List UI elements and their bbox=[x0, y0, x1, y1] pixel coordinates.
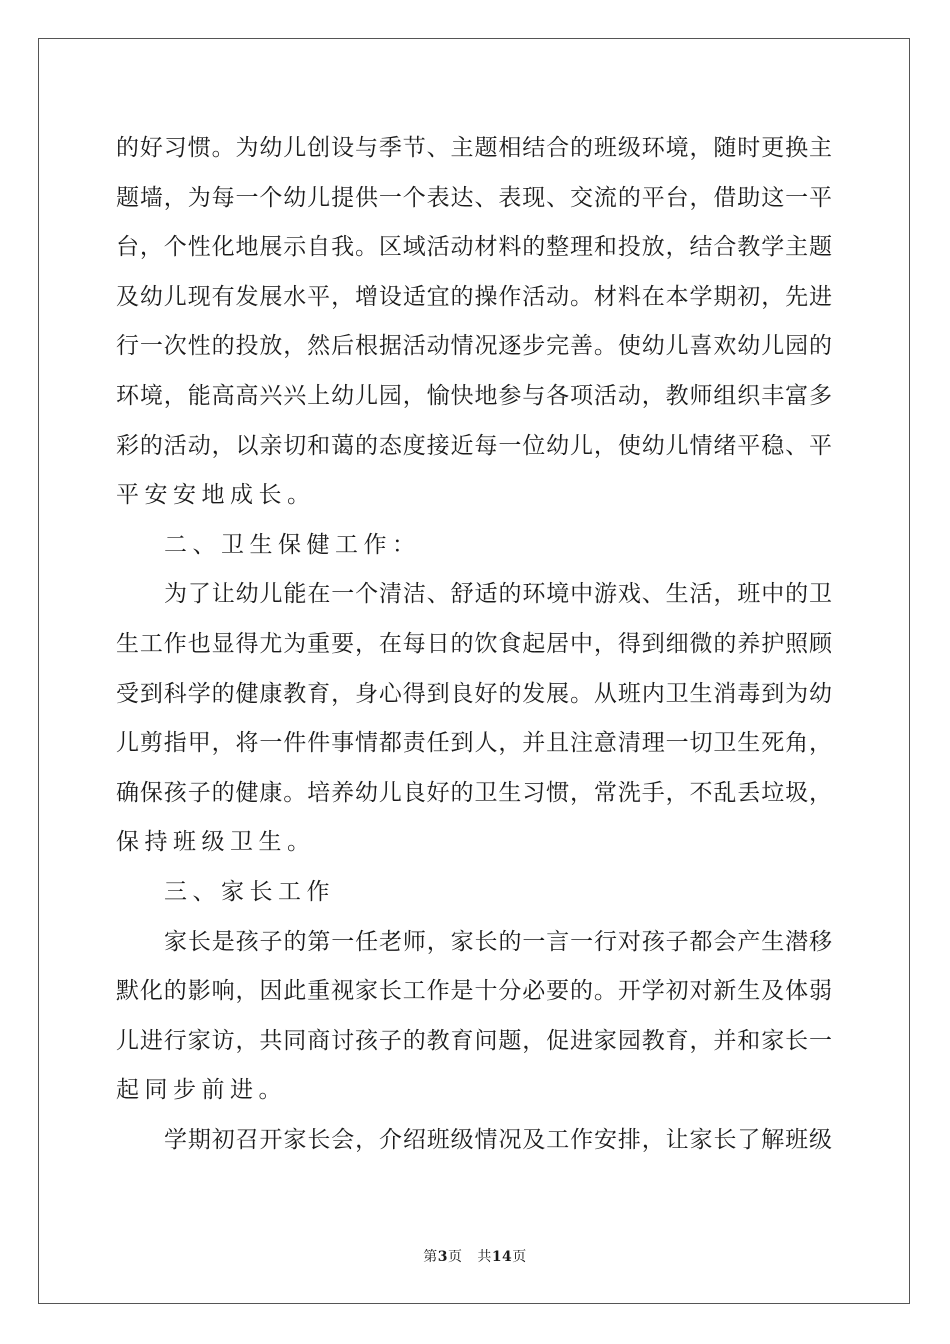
page-total: 14 bbox=[491, 1249, 513, 1265]
text-line: 彩的活动，以亲切和蔼的态度接近每一位幼儿，使幼儿情绪平稳、平 bbox=[116, 432, 832, 459]
text-line: 家长是孩子的第一任老师，家长的一言一行对孩子都会产生潜移 bbox=[164, 928, 832, 955]
text-line: 题墙，为每一个幼儿提供一个表达、表现、交流的平台，借助这一平 bbox=[116, 184, 832, 211]
page-prefix: 第 bbox=[423, 1249, 438, 1265]
text-line: 确保孩子的健康。培养幼儿良好的卫生习惯，常洗手，不乱丢垃圾， bbox=[116, 779, 832, 806]
text-line: 及幼儿现有发展水平，增设适宜的操作活动。材料在本学期初，先进 bbox=[116, 283, 832, 310]
text-line: 生工作也显得尤为重要，在每日的饮食起居中，得到细微的养护照顾 bbox=[116, 630, 832, 657]
text-line: 儿进行家访，共同商讨孩子的教育问题，促进家园教育，并和家长一 bbox=[116, 1027, 832, 1054]
document-body bbox=[116, 124, 832, 1165]
text-line: 平安安地成长。 bbox=[116, 482, 316, 509]
text-line: 学期初召开家长会，介绍班级情况及工作安排，让家长了解班级 bbox=[164, 1126, 832, 1153]
text-line: 行一次性的投放，然后根据活动情况逐步完善。使幼儿喜欢幼儿园的 bbox=[116, 333, 832, 360]
text-line: 为了让幼儿能在一个清洁、舒适的环境中游戏、生活，班中的卫 bbox=[164, 581, 832, 608]
page-current: 3 bbox=[437, 1249, 448, 1265]
page-footer bbox=[0, 1246, 950, 1266]
total-unit: 页 bbox=[512, 1249, 527, 1265]
text-line: 儿剪指甲，将一件件事情都责任到人，并且注意清理一切卫生死角， bbox=[116, 730, 832, 757]
text-line: 起同步前进。 bbox=[116, 1077, 287, 1104]
page-unit: 页 bbox=[447, 1249, 463, 1265]
text-line: 的好习惯。为幼儿创设与季节、主题相结合的班级环境，随时更换主 bbox=[116, 135, 832, 161]
text-line: 环境，能高高兴兴上幼儿园，愉快地参与各项活动，教师组织丰富多 bbox=[116, 382, 832, 409]
section-heading-hygiene: 二、卫生保健工作： bbox=[164, 531, 421, 558]
text-line: 保持班级卫生。 bbox=[116, 829, 316, 856]
text-line: 台，个性化地展示自我。区域活动材料的整理和投放，结合教学主题 bbox=[116, 234, 832, 261]
total-prefix: 共 bbox=[477, 1249, 492, 1265]
section-heading-parents: 三、家长工作 bbox=[164, 878, 335, 905]
text-line: 受到科学的健康教育，身心得到良好的发展。从班内卫生消毒到为幼 bbox=[116, 680, 832, 707]
text-line: 默化的影响，因此重视家长工作是十分必要的。开学初对新生及体弱 bbox=[116, 978, 832, 1005]
